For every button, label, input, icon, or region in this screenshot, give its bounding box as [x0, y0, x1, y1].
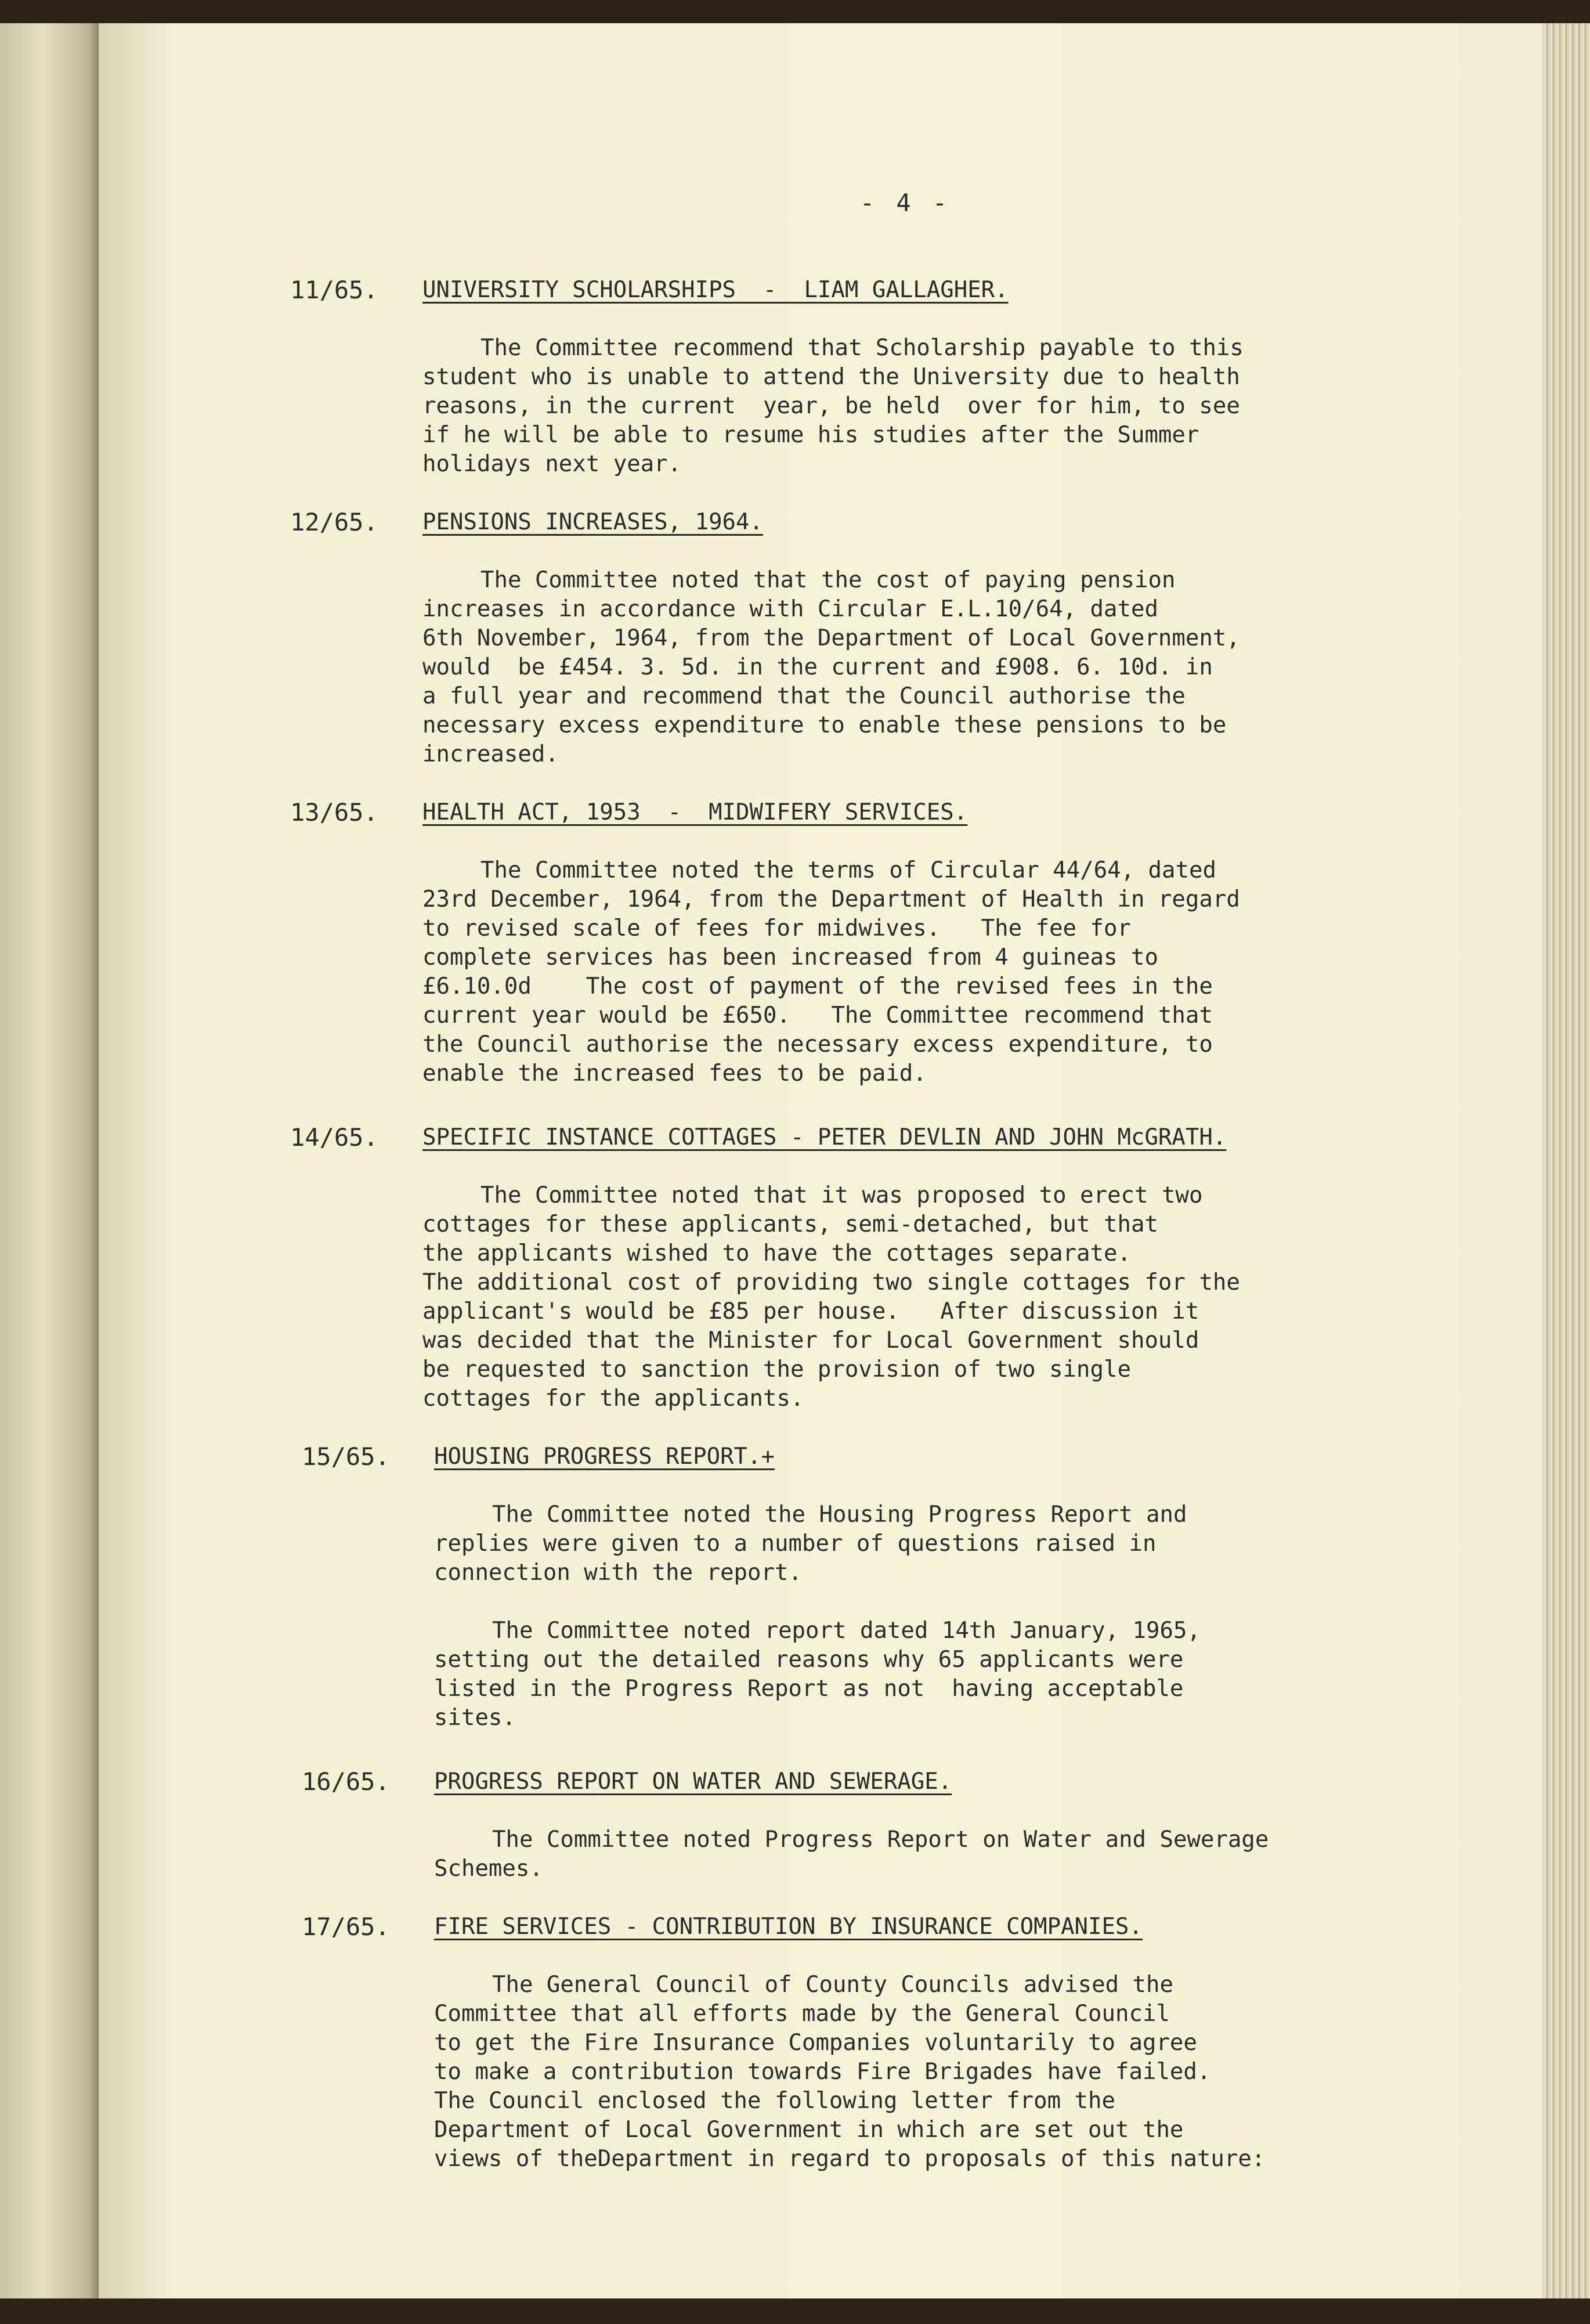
paragraph-line: reasons, in the current year, be held over for him, to see [422, 393, 1240, 419]
document-page [99, 23, 1544, 2298]
item-paragraph [422, 1181, 1339, 1413]
paragraph-line: views of theDepartment in regard to proposals of this nature: [434, 2146, 1266, 2172]
paragraph-line: The Committee noted the Housing Progress Report and [492, 1502, 1187, 1528]
paragraph-line: The Committee recommend that Scholarship payable to this [480, 335, 1244, 361]
paragraph-line: was decided that the Minister for Local Government should [422, 1327, 1199, 1354]
paragraph-line: Department of Local Government in which are set out the [434, 2117, 1184, 2143]
paragraph-line: Committee that all efforts made by the General Council [434, 2001, 1170, 2027]
paragraph-line: The Committee noted that it was proposed to erect two [480, 1182, 1203, 1208]
paragraph-line: 6th November, 1964, from the Department of Local Government, [422, 625, 1240, 651]
paragraph-line: cottages for these applicants, semi-detached, but that [422, 1211, 1158, 1237]
book-gutter [0, 23, 104, 2298]
item-number: 12/65. [290, 508, 378, 536]
paragraph-line: to get the Fire Insurance Companies voluntarily to agree [434, 2030, 1197, 2056]
paragraph-line: The Committee noted the terms of Circular 44/64, dated [480, 857, 1216, 883]
item-paragraph [434, 1500, 1351, 1587]
paragraph-line: a full year and recommend that the Council authorise the [422, 683, 1186, 709]
paragraph-line: increases in accordance with Circular E.L.10/64, dated [422, 596, 1158, 622]
scan-top-border [0, 0, 1590, 23]
item-number: 11/65. [290, 276, 378, 304]
item-heading: FIRE SERVICES - CONTRIBUTION BY INSURANCE COMPANIES. [434, 1914, 1143, 1940]
item-number: 17/65. [302, 1912, 390, 1941]
paragraph-line: would be £454. 3. 5d. in the current and £908. 6. 10d. in [422, 654, 1213, 680]
paragraph-line: if he will be able to resume his studies after the Summer [422, 422, 1199, 448]
item-heading: PROGRESS REPORT ON WATER AND SEWERAGE. [434, 1769, 952, 1795]
paragraph-line: £6.10.0d The cost of payment of the revised fees in the [422, 973, 1213, 999]
item-number: 16/65. [302, 1767, 390, 1796]
paragraph-line: connection with the report. [434, 1560, 802, 1586]
paragraph-line: The Committee noted report dated 14th January, 1965, [492, 1618, 1201, 1644]
scan-bottom-border [0, 2298, 1590, 2324]
paragraph-line: the applicants wished to have the cottages separate. [422, 1240, 1131, 1266]
item-paragraph [422, 566, 1339, 769]
paragraph-line: applicant's would be £85 per house. After discussion it [422, 1298, 1199, 1325]
paragraph-line: holidays next year. [422, 451, 682, 477]
paragraph-line: necessary excess expenditure to enable these pensions to be [422, 712, 1227, 738]
paragraph-line: increased. [422, 741, 559, 767]
paragraph-line: listed in the Progress Report as not having acceptable [434, 1676, 1184, 1702]
paragraph-line: The Council enclosed the following letter from the [434, 2088, 1115, 2114]
paragraph-line: replies were given to a number of questions raised in [434, 1531, 1157, 1557]
item-paragraph [422, 334, 1339, 479]
item-heading: HEALTH ACT, 1953 - MIDWIFERY SERVICES. [422, 799, 968, 825]
item-number: 14/65. [290, 1123, 378, 1152]
paragraph-line: student who is unable to attend the University due to health [422, 364, 1240, 390]
page-edges [1542, 23, 1590, 2298]
paragraph-line: setting out the detailed reasons why 65 applicants were [434, 1647, 1184, 1673]
item-heading: HOUSING PROGRESS REPORT.+ [434, 1444, 775, 1470]
paragraph-line: sites. [434, 1705, 516, 1731]
item-paragraph [434, 1616, 1351, 1733]
paragraph-line: cottages for the applicants. [422, 1385, 804, 1412]
paragraph-line: the Council authorise the necessary excess expenditure, to [422, 1031, 1213, 1058]
paragraph-line: The additional cost of providing two single cottages for the [422, 1269, 1240, 1295]
paragraph-line: complete services has been increased from 4 guineas to [422, 944, 1158, 970]
paragraph-line: enable the increased fees to be paid. [422, 1060, 927, 1087]
paragraph-line: The General Council of County Councils advised the [492, 1972, 1173, 1998]
item-number: 15/65. [302, 1442, 390, 1471]
paragraph-line: The Committee noted that the cost of paying pension [480, 567, 1176, 593]
item-paragraph [434, 1971, 1351, 2174]
item-heading: UNIVERSITY SCHOLARSHIPS - LIAM GALLAGHER. [422, 277, 1009, 303]
item-number: 13/65. [290, 798, 378, 827]
item-heading: PENSIONS INCREASES, 1964. [422, 509, 763, 535]
paragraph-line: be requested to sanction the provision of two single [422, 1356, 1131, 1383]
item-paragraph [422, 856, 1339, 1088]
item-heading: SPECIFIC INSTANCE COTTAGES - PETER DEVLIN AND JOHN McGRATH. [422, 1124, 1227, 1150]
paragraph-line: current year would be £650. The Committee recommend that [422, 1002, 1213, 1029]
paragraph-line: to make a contribution towards Fire Brigades have failed. [434, 2059, 1211, 2085]
paragraph-line: The Committee noted Progress Report on Water and Sewerage [492, 1827, 1269, 1853]
page-number: - 4 - [859, 189, 951, 217]
item-paragraph [434, 1825, 1351, 1883]
paragraph-line: 23rd December, 1964, from the Department of Health in regard [422, 886, 1240, 912]
paragraph-line: Schemes. [434, 1856, 543, 1882]
paragraph-line: to revised scale of fees for midwives. The fee for [422, 915, 1131, 941]
